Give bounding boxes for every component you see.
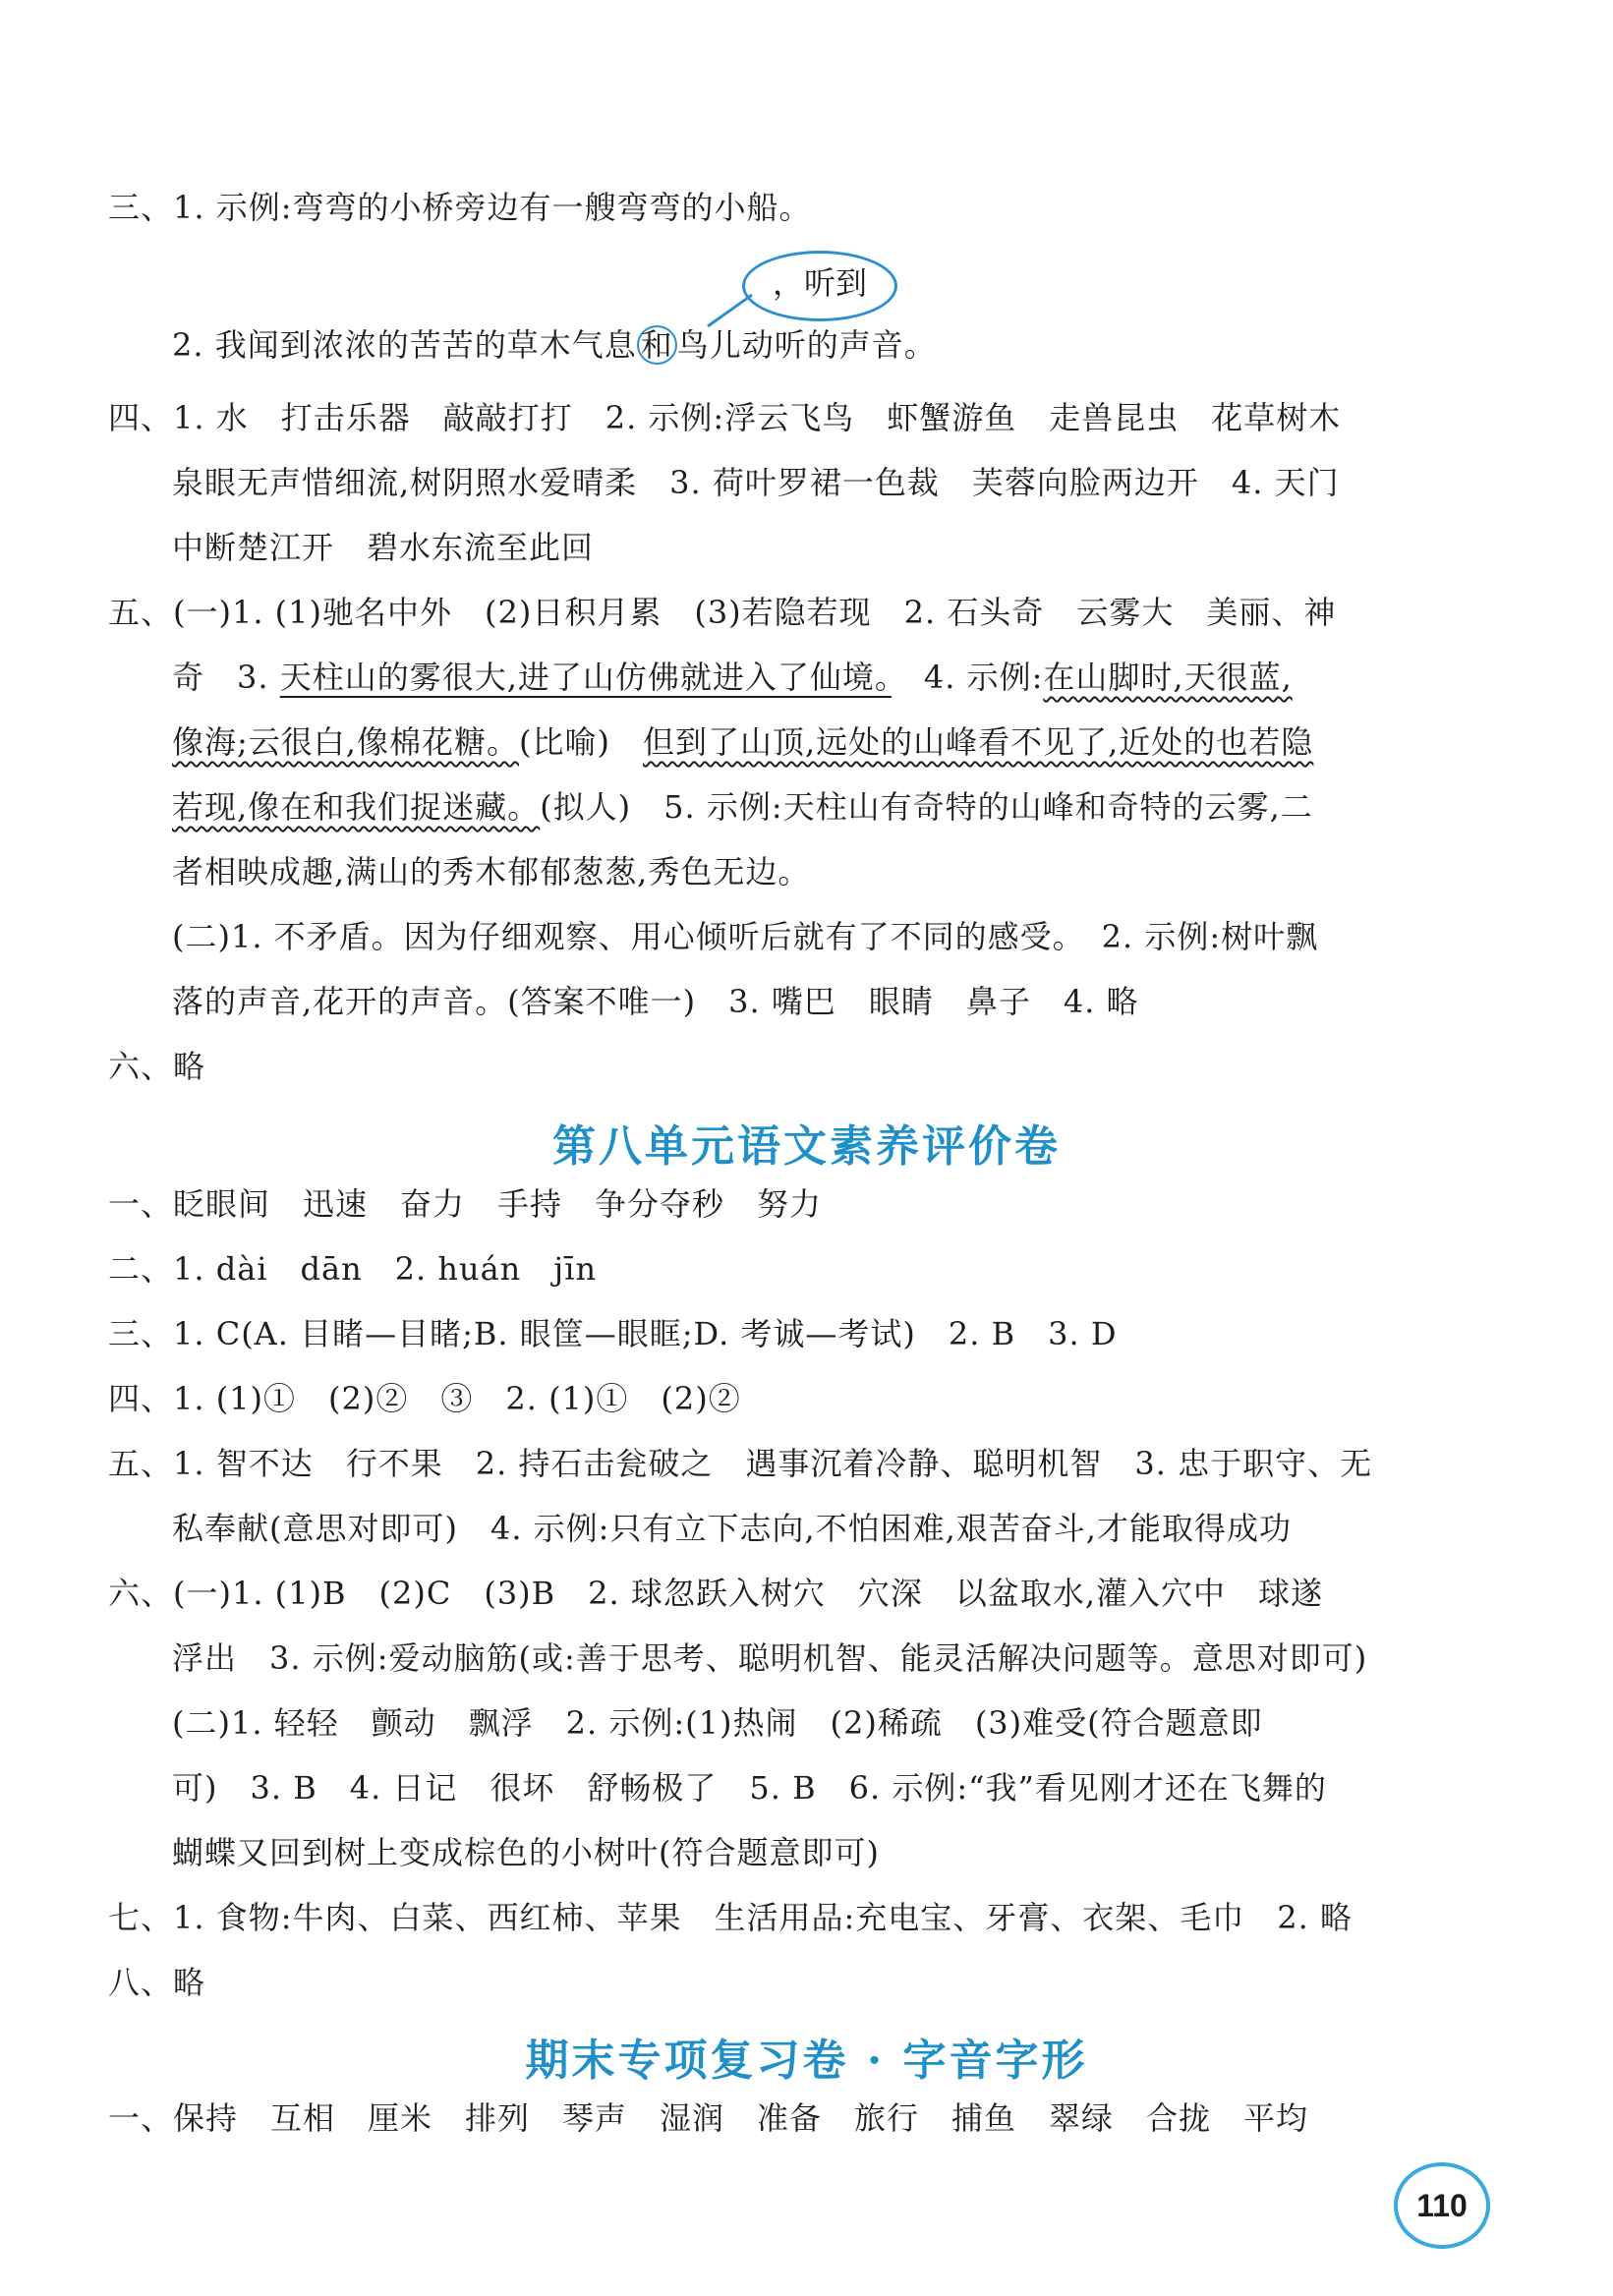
section-heading-unit8: 第八单元语文素养评价卷 (552, 1121, 1061, 1172)
answer-line-6: 六、略 (108, 1048, 206, 1085)
answer-line-5e: 者相映成趣,满山的秀木郁郁葱葱,秀色无边。 (172, 853, 811, 890)
answer-line-u8-6b: 浮出 3. 示例:爱动脑筋(或:善于思考、聪明机智、能灵活解决问题等。意思对即可) (172, 1639, 1368, 1677)
answer-line-u8-5b: 私奉献(意思对即可) 4. 示例:只有立下志向,不怕困难,艰苦奋斗,才能取得成功 (172, 1510, 1292, 1547)
answer-line-u8-4: 四、1. (1)① (2)② ③ 2. (1)① (2)② (108, 1380, 741, 1417)
answer-line-5g: 落的声音,花开的声音。(答案不唯一) 3. 嘴巴 眼睛 鼻子 4. 略 (172, 983, 1139, 1020)
answer-line-u8-7: 七、1. 食物:牛肉、白菜、西红柿、苹果 生活用品:充电宝、牙膏、衣架、毛巾 2. 略 (108, 1899, 1353, 1936)
page-number-badge: 110 (1394, 2162, 1490, 2249)
answer-line-u8-6d: 可) 3. B 4. 日记 很坏 舒畅极了 5. B 6. 示例:“我”看见刚才还在飞舞的 (172, 1769, 1327, 1807)
answer-line-u8-3: 三、1. C(A. 目睹—目睹;B. 眼筐—眼眶;D. 考诚—考试) 2. B 3. D (108, 1315, 1118, 1352)
answer-line-u8-1: 一、眨眼间 迅速 奋力 手持 争分夺秒 努力 (108, 1185, 823, 1223)
circled-char: 和 (637, 325, 677, 365)
section-heading-final-review: 期末专项复习卷 · 字音字形 (525, 2036, 1088, 2086)
answer-line-5d: 若现,像在和我们捉迷藏。(拟人) 5. 示例:天柱山有奇特的山峰和奇特的云雾,二 (172, 788, 1313, 826)
answer-line-4a: 四、1. 水 打击乐器 敲敲打打 2. 示例:浮云飞鸟 虾蟹游鱼 走兽昆虫 花草树木 (108, 399, 1342, 436)
answer-line-4b: 泉眼无声惜细流,树阴照水爱晴柔 3. 荷叶罗裙一色裁 芙蓉向脸两边开 4. 天门 (172, 464, 1340, 501)
answer-line-u8-8: 八、略 (108, 1964, 206, 2001)
insert-annotation-bubble: ，听到 (742, 251, 897, 321)
straight-underline: 天柱山的雾很大,进了山仿佛就进入了仙境。 (279, 659, 892, 696)
wavy-underline: 若现,像在和我们捉迷藏。 (172, 788, 541, 826)
answer-line-u8-5a: 五、1. 智不达 行不果 2. 持石击瓮破之 遇事沉着冷静、聪明机智 3. 忠于职守、无 (108, 1445, 1373, 1482)
answer-line-5a: 五、(一)1. (1)驰名中外 (2)日积月累 (3)若隐若现 2. 石头奇 云雾大 美丽、神 (108, 594, 1337, 631)
answer-line-u8-6e: 蝴蝶又回到树上变成棕色的小树叶(符合题意即可) (172, 1834, 880, 1871)
wavy-underline: 但到了山顶,远处的山峰看不见了,近处的也若隐 (642, 723, 1314, 761)
wavy-underline: 像海;云很白,像棉花糖。 (172, 723, 519, 761)
answer-line-5c: 像海;云很白,像棉花糖。(比喻) 但到了山顶,远处的山峰看不见了,近处的也若隐 (172, 723, 1314, 761)
answer-line-u8-2: 二、1. dài dān 2. huán jīn (108, 1250, 598, 1288)
wavy-underline: 在山脚时,天很蓝, (1043, 659, 1293, 696)
answer-line-3-2: 2. 我闻到浓浓的苦苦的草木气息 和 鸟儿动听的声音。 (172, 326, 937, 364)
answer-line-u8-6a: 六、(一)1. (1)B (2)C (3)B 2. 球忽跃入树穴 穴深 以盆取水,灌入穴中 球遂 (108, 1575, 1324, 1612)
answer-line-4c: 中断楚江开 碧水东流至此回 (172, 529, 595, 566)
answer-line-3-1: 三、1. 示例:弯弯的小桥旁边有一艘弯弯的小船。 (108, 189, 812, 226)
answer-line-u8-6c: (二)1. 轻轻 颤动 飘浮 2. 示例:(1)热闹 (2)稀疏 (3)难受(符合题意即 (172, 1704, 1263, 1742)
answer-line-final-1: 一、保持 互相 厘米 排列 琴声 湿润 准备 旅行 捕鱼 翠绿 合拢 平均 (108, 2099, 1309, 2137)
answer-line-5f: (二)1. 不矛盾。因为仔细观察、用心倾听后就有了不同的感受。 2. 示例:树叶飘 (172, 918, 1319, 955)
answer-line-5b: 奇 3. 天柱山的雾很大,进了山仿佛就进入了仙境。 4. 示例:在山脚时,天很蓝, (172, 659, 1293, 696)
